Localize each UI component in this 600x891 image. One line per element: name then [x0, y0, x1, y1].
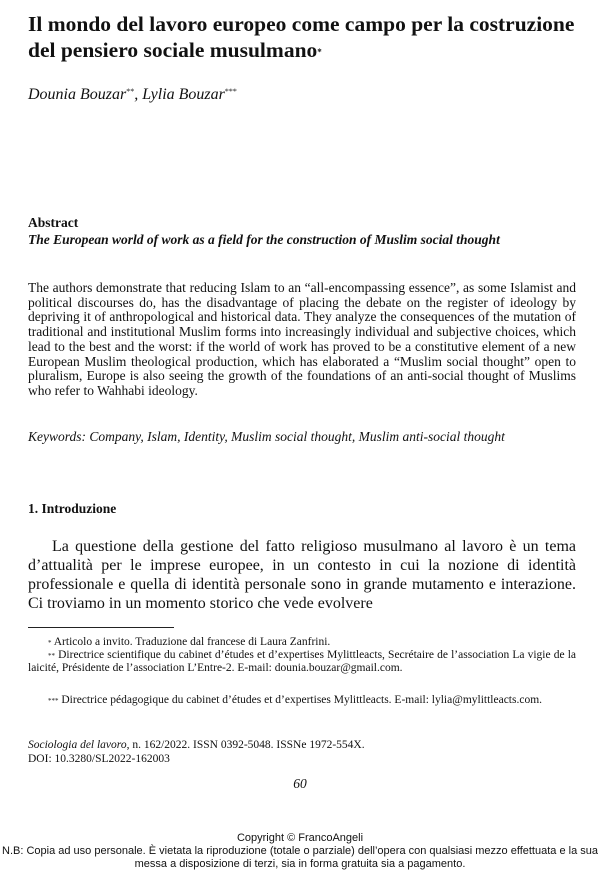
- footnote-1: [28, 636, 576, 649]
- abstract-body: The authors demonstrate that reducing Islam to an “all-encompassing essence”, as some Islamist and political discourses do, has the disadvantage of placing the debate on the register of ideology by depriving it of anthropological and historical data. They analyze the consequences of the mutation of traditional and institutional Muslim forms into increasingly individual and subjective choices, which lead to the best and the worst: if the world of work has proved to be a constitutive element of a new European Muslim theological production, which has elaborated a “Muslim social thought” open to pluralism, Europe is also seeing the growth of the foundations of an anti-social thought of Muslims who refer to Wahhabi ideology.: [28, 280, 576, 398]
- abstract-keywords: Keywords: Company, Islam, Identity, Muslim social thought, Muslim anti-social thought: [28, 429, 505, 444]
- copyright-notice: [0, 832, 600, 871]
- authors-separator: ,: [134, 86, 143, 103]
- citation-info: [28, 739, 365, 766]
- abstract-heading: Abstract: [28, 215, 79, 230]
- footnote-1-text: Articolo a invito. Traduzione dal francese di Laura Zanfrini.: [53, 636, 331, 648]
- doi: DOI: 10.3280/SL2022-162003: [28, 752, 170, 765]
- footnote-2-text: Directrice scientifique du cabinet d’études et d’expertises Mylittleacts, Secrétaire de l’association La vigie de la laicité, Présidente de l’association L’Entre-2. E-mail: dounia.bouzar@gmail.com.: [28, 649, 576, 674]
- author-2: Lylia Bouzar: [142, 86, 225, 103]
- copyright-line: Copyright © FrancoAngeli: [236, 832, 364, 844]
- intro-paragraph: La questione della gestione del fatto religioso musulmano al lavoro è un tema d’attualità per le imprese europee, in un contesto in cui la nozione di identità professionale e quella di identità personale sono in grande mutamento e interazione. Ci troviamo in un momento storico che vede evolvere: [28, 538, 576, 612]
- abstract-english-title: The European world of work as a field for the construction of Muslim social thought: [28, 232, 500, 247]
- footnote-2-mark: **: [48, 652, 55, 660]
- usage-note: N.B: Copia ad uso personale. È vietata la riproduzione (totale o parziale) dell’opera con qualsiasi mezzo effettuata e la sua messa a disposizione di terzi, sia in forma gratuita sia a pagamento.: [2, 845, 598, 870]
- title-footnote-mark[interactable]: *: [317, 47, 322, 57]
- authors-line: [28, 86, 237, 104]
- author-2-footnote-mark[interactable]: ***: [224, 87, 237, 96]
- issue-details: , n. 162/2022. ISSN 0392-5048. ISSNe 1972-554X.: [126, 739, 365, 751]
- author-1-footnote-mark[interactable]: **: [126, 87, 135, 96]
- article-title: [28, 11, 588, 63]
- footnote-2: [28, 649, 576, 675]
- footnote-3-text: Directrice pédagogique du cabinet d’études et d’expertises Mylittleacts. E-mail: lylia@mylittleacts.com.: [61, 694, 543, 706]
- section-heading: 1. Introduzione: [28, 501, 117, 516]
- journal-name: Sociologia del lavoro: [28, 739, 127, 751]
- page-number: 60: [293, 776, 307, 791]
- footnote-3: [28, 694, 576, 707]
- author-1: Dounia Bouzar: [28, 86, 127, 103]
- footnote-separator: [28, 627, 174, 628]
- footnote-1-mark: *: [48, 639, 52, 647]
- footnote-3-mark: ***: [48, 697, 59, 705]
- title-text: Il mondo del lavoro europeo come campo per la costruzione del pensiero sociale musulmano: [28, 12, 575, 62]
